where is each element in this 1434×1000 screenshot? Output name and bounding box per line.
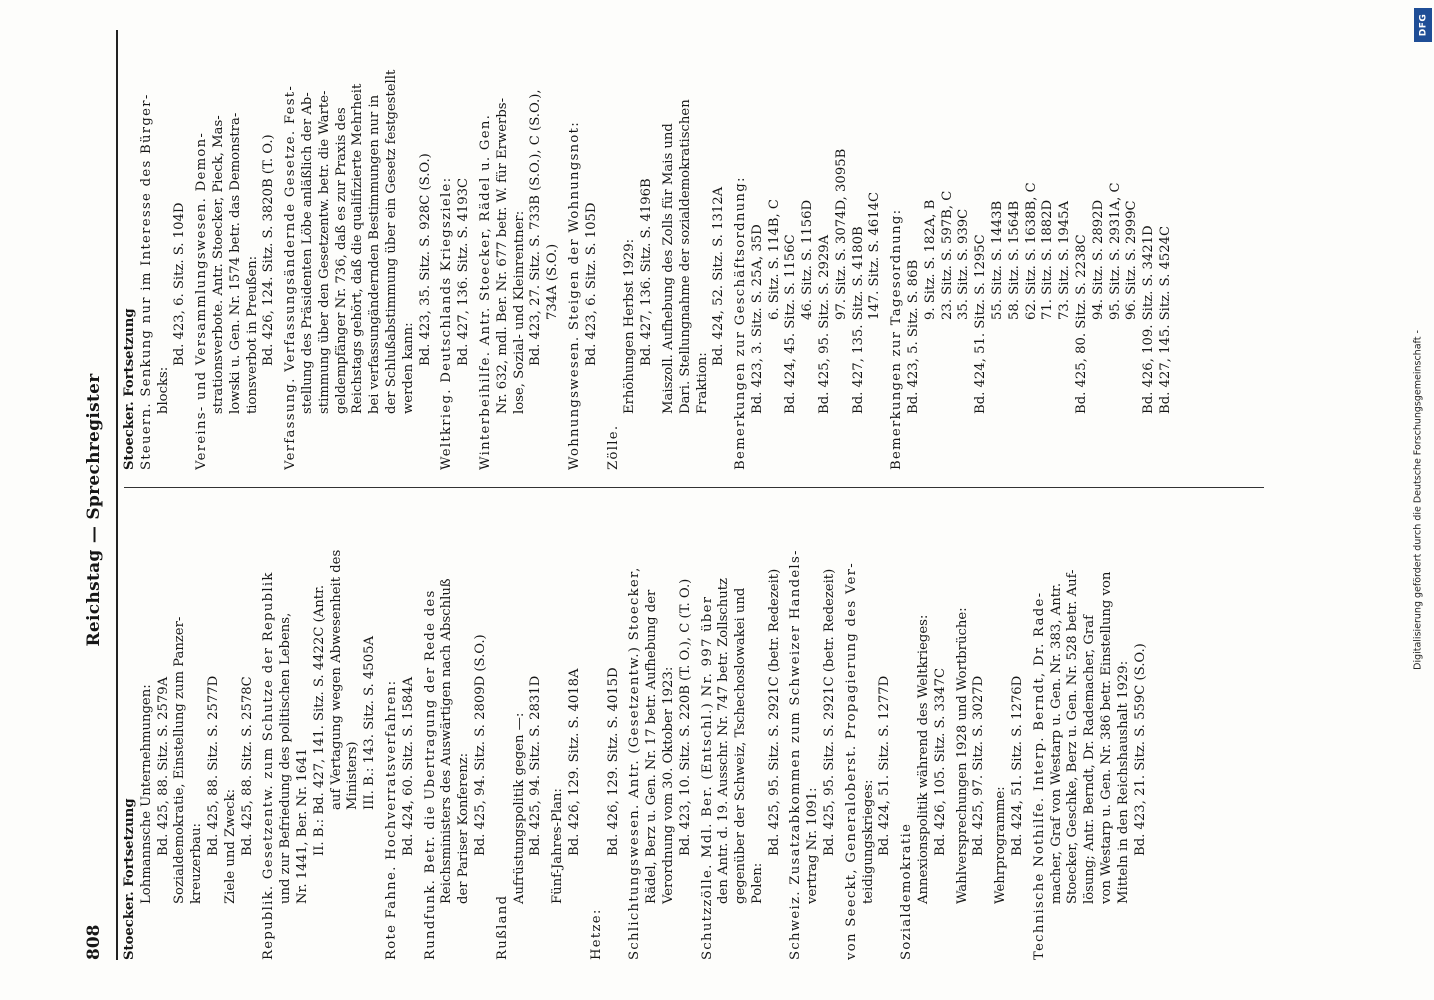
register-entry-line: Bd. 423, 10. Sitz. S. 220B (T. O.), C (T. O.): [677, 578, 693, 856]
register-entry-line: Vereins- und Versammlungswesen. Demon-: [194, 131, 210, 470]
register-entry-line: 734A (S.O.): [545, 243, 561, 320]
register-entry-line: 58. Sitz. S. 1564B: [1006, 200, 1022, 320]
register-entry-line: Maiszoll. Aufhebung des Zolls für Mais und: [660, 123, 676, 414]
register-entry-line: Rundfunk. Betr. die Übertragung der Rede des: [422, 589, 438, 960]
register-entry-line: kreuzerbau:: [189, 823, 205, 904]
register-entry-line: Sozialdemokratie, Einstellung zum Panzer-: [172, 616, 188, 904]
register-entry-line: Stoecker. Fortsetzung: [122, 308, 137, 470]
register-entry-line: den Antr. d. 19. Ausschr. Nr. 747 betr. Zollschutz: [716, 578, 732, 904]
right-column: [122, 20, 1175, 470]
register-entry-line: Bemerkungen zur Tagesordnung:: [889, 208, 905, 470]
register-entry-line: teidigungskrieges:: [860, 779, 876, 904]
register-entry-line: Schlichtungswesen. Antr. (Gesetzentw.) Stoecker,: [627, 566, 643, 960]
register-entry-line: 96. Sitz. S. 2999C: [1124, 200, 1140, 320]
register-entry-line: Zölle.: [605, 424, 621, 470]
register-entry-line: Bd. 427, 145. Sitz. S. 4524C: [1158, 225, 1174, 414]
register-entry-line: Bd. 426, 109. Sitz. S. 3421D: [1141, 225, 1157, 414]
register-entry-line: Bd. 423, 21. Sitz. S. 559C (S.O.): [1132, 643, 1148, 856]
register-entry-line: Weltkrieg. Deutschlands Kriegsziele:: [439, 176, 455, 470]
register-entry-line: Bd. 425, 88. Sitz. S. 2579A: [155, 676, 171, 856]
column-divider: [124, 487, 1264, 488]
register-entry-line: Rote Fahne. Hochverratsverfahren:: [383, 679, 399, 960]
register-entry-line: Nr. 1441, Ber. Nr. 1641: [294, 748, 310, 904]
register-entry-line: Schutzzölle. Mdl. Ber. (Entschl.) Nr. 997 über: [699, 595, 715, 960]
register-entry-line: geldempfänger Nr. 736, daß es zur Praxis des: [333, 107, 349, 414]
register-entry-line: Annexionspolitik während des Weltkrieges:: [916, 614, 932, 904]
register-entry-line: Bd. 426, 129. Sitz. S. 4015D: [605, 667, 621, 856]
register-entry-line: von Seeckt, Generaloberst. Propagierung des Ver-: [843, 561, 859, 960]
register-entry-line: Stoecker. Fortsetzung: [122, 798, 137, 960]
register-entry-line: Steuern. Senkung nur im Interesse des Bürger-: [138, 93, 154, 470]
register-entry-line: 46. Sitz. S. 1156D: [800, 199, 816, 320]
register-entry-line: Bd. 423, 35. Sitz. S. 928C (S.O.): [417, 153, 433, 366]
register-entry-line: blocks:: [155, 366, 171, 414]
register-entry-line: 73. Sitz. S. 1945A: [1057, 200, 1073, 320]
register-entry-line: Bd. 423, 3. Sitz. S. 25A, 35D: [749, 224, 765, 414]
register-entry-line: Sozialdemokratie: [899, 822, 915, 960]
register-entry-line: Bd. 425, 94. Sitz. S. 2831D: [528, 675, 544, 856]
register-entry-line: von Westarp u. Gen. Nr. 386 betr. Einstellung von: [1099, 571, 1115, 904]
register-entry-line: Bd. 425, 88. Sitz. S. 2578C: [239, 676, 255, 856]
register-entry-line: Bd. 425, 94. Sitz. S. 2809D (S.O.): [472, 634, 488, 856]
register-entry-line: Wohnungswesen. Steigen der Wohnungsnot:: [566, 120, 582, 470]
register-entry-line: 35. Sitz. S. 939C: [956, 208, 972, 320]
register-entry-line: Bd. 425, 95. Sitz. S. 2929A: [817, 234, 833, 414]
register-entry-line: Republik. Gesetzentw. zum Schutze der Republik: [261, 571, 277, 960]
register-entry-line: Bd. 424, 60. Sitz. S. 1584A: [400, 676, 416, 856]
register-entry-line: Bd. 424, 52. Sitz. S. 1312A: [711, 186, 727, 366]
register-entry-line: 9. Sitz. S. 182A, B: [922, 199, 938, 320]
register-entry-line: Bd. 424, 51. Sitz. S. 1295C: [973, 234, 989, 414]
register-entry-line: Bd. 427, 136. Sitz. S. 4193C: [456, 177, 472, 366]
register-entry-line: stimmung über den Gesetzentw. betr. die Warte-: [316, 90, 332, 414]
register-entry-line: Reichsministers des Auswärtigen nach Abschluß: [439, 578, 455, 904]
left-column: [122, 510, 1149, 960]
register-entry-line: Bd. 426, 129. Sitz. S. 4018A: [566, 668, 582, 856]
register-entry-line: 6. Sitz. S. 114B, C: [766, 199, 782, 320]
register-entry-line: Bd. 427, 136. Sitz. S. 4196B: [639, 178, 655, 366]
register-entry-line: werden kann:: [400, 322, 416, 414]
register-entry-line: bei verfassungändernden Bestimmungen nur in: [367, 94, 383, 414]
rotated-register-page: [80, 0, 1380, 1000]
register-entry-line: 147. Sitz. S. 4614C: [867, 191, 883, 320]
register-entry-line: Ziele und Zweck:: [222, 788, 238, 904]
register-entry-line: Bd. 426, 105. Sitz. S. 3347C: [932, 667, 948, 856]
register-entry-line: 97. Sitz. S. 3074D, 3095B: [833, 148, 849, 320]
register-entry-line: Winterbeihilfe. Antr. Stoecker, Rädel u. Gen.: [477, 113, 493, 470]
register-entry-line: lowski u. Gen. Nr. 1574 betr. das Demonstra-: [227, 112, 243, 414]
header-rule: [116, 30, 118, 960]
register-entry-line: Stoecker, Geschke, Berz u. Gen. Nr. 528 betr. Auf-: [1065, 569, 1081, 904]
register-entry-line: Bd. 427, 135. Sitz. S. 4180B: [850, 226, 866, 414]
register-entry-line: auf Vertagung wegen Abwesenheit des: [328, 549, 344, 810]
page-number: 808: [84, 924, 104, 960]
register-entry-line: Bd. 423, 5. Sitz. S. 86B: [906, 259, 922, 414]
register-entry-line: lösung; Antr. Berndt, Dr. Rademacher, Graf: [1082, 615, 1098, 904]
register-entry-line: Bd. 426, 124. Sitz. S. 3820B (T. O.): [261, 134, 277, 366]
register-entry-line: Bd. 425, 95. Sitz. S. 2921C (betr. Redezeit): [822, 568, 838, 856]
register-entry-line: Aufrüstungspolitik gegen —:: [511, 712, 527, 904]
page-title: Reichstag — Sprechregister: [84, 373, 104, 647]
digitization-note: Digitalisierung gefördert durch die Deutsche Forschungsgemeinschaft -: [1412, 330, 1424, 670]
running-head: [80, 60, 114, 960]
register-entry-line: Bd. 423, 27. Sitz. S. 733B (S.O.), C (S.O.),: [528, 89, 544, 366]
register-entry-line: Dari. Stellungnahme der sozialdemokratischen: [677, 99, 693, 414]
register-entry-line: 55. Sitz. S. 1443B: [990, 200, 1006, 320]
register-entry-line: strationsverbote. Antr. Stoecker, Pieck, Mas-: [210, 115, 226, 414]
register-entry-line: Polen:: [749, 862, 765, 904]
register-entry-line: Verordnung vom 30. Oktober 1923:: [660, 666, 676, 904]
register-entry-line: der Pariser Konferenz:: [456, 752, 472, 904]
register-entry-line: Fraktion:: [694, 352, 710, 414]
register-entry-line: Bd. 424, 45. Sitz. S. 1156C: [783, 234, 799, 414]
register-entry-line: Bd. 423, 6. Sitz. S. 104D: [172, 202, 188, 366]
register-entry-line: 94. Sitz. S. 2892D: [1090, 199, 1106, 320]
register-entry-line: II. B.: Bd. 427, 141. Sitz. S. 4422C (Antr.: [311, 584, 327, 856]
register-entry-line: Wahlversprechungen 1928 und Wortbrüche:: [954, 607, 970, 904]
register-entry-line: lose, Sozial- und Kleinrentner:: [511, 210, 527, 414]
register-entry-line: Wehrprogramme:: [993, 786, 1009, 904]
register-entry-line: tionsverbot in Preußen:: [244, 255, 260, 414]
register-entry-line: gegenüber der Schweiz, Tschechoslowakei und: [733, 587, 749, 904]
register-entry-line: und zur Befriedung des politischen Lebens,: [278, 612, 294, 904]
register-entry-line: Bd. 425, 97. Sitz. S. 3027D: [971, 675, 987, 856]
register-entry-line: 95. Sitz. S. 2931A, C: [1107, 182, 1123, 320]
register-entry-line: Bd. 424, 51. Sitz. S. 1276D: [1010, 675, 1026, 856]
register-entry-line: Technische Nothilfe. Interp. Berndt, Dr. Rade-: [1031, 591, 1047, 960]
register-entry-line: Ministers): [345, 741, 361, 810]
register-entry-line: III. B.: 143. Sitz. S. 4505A: [362, 636, 378, 810]
register-entry-line: Rädel, Berz u. Gen. Nr. 17 betr. Aufhebung der: [644, 589, 660, 904]
register-entry-line: Fünf-Jahres-Plan:: [550, 788, 566, 904]
register-entry-line: Verfassung. Verfassungsändernde Gesetze. Fest-: [283, 84, 299, 470]
register-entry-line: Lohmannsche Unternehmungen:: [138, 684, 154, 904]
register-entry-line: 23. Sitz. S. 597B, C: [939, 190, 955, 320]
register-entry-line: macher, Graf von Westarp u. Gen. Nr. 383, Antr.: [1048, 582, 1064, 904]
register-entry-line: Reichstags gehört, daß die qualifizierte Mehrheit: [350, 83, 366, 414]
register-entry-line: der Schlußabstimmung über ein Gesetz festgestellt: [383, 69, 399, 414]
register-entry-line: 71. Sitz. S. 1882D: [1040, 199, 1056, 320]
register-entry-line: stellung des Präsidenten Löbe anläßlich der Ab-: [299, 92, 315, 414]
register-entry-line: Bd. 425, 88. Sitz. S. 2577D: [205, 675, 221, 856]
register-entry-line: vertrag Nr. 1091:: [805, 787, 821, 904]
register-entry-line: Mitteln in den Reichshaushalt 1929:: [1115, 660, 1131, 904]
register-entry-line: Hetze:: [588, 908, 604, 960]
register-entry-line: Bd. 425, 80. Sitz. S. 2238C: [1074, 234, 1090, 414]
register-entry-line: 62. Sitz. S. 1638B, C: [1023, 182, 1039, 320]
register-entry-line: Nr. 632, mdl. Ber. Nr. 677 betr. W. für Erwerbs-: [494, 97, 510, 414]
register-entry-line: Erhöhungen Herbst 1929:: [622, 238, 638, 414]
register-entry-line: Bd. 424, 51. Sitz. S. 1277D: [877, 675, 893, 856]
register-entry-line: Rußland: [494, 894, 510, 960]
register-entry-line: Bd. 423, 6. Sitz. S. 105D: [583, 202, 599, 366]
register-entry-line: Bemerkungen zur Geschäftsordnung:: [733, 176, 749, 470]
register-entry-line: Schweiz. Zusatzabkommen zum Schweizer Handels-: [788, 549, 804, 960]
register-entry-line: Bd. 425, 95. Sitz. S. 2921C (betr. Redezeit): [766, 568, 782, 856]
dfg-logo: DFG: [1414, 8, 1432, 42]
